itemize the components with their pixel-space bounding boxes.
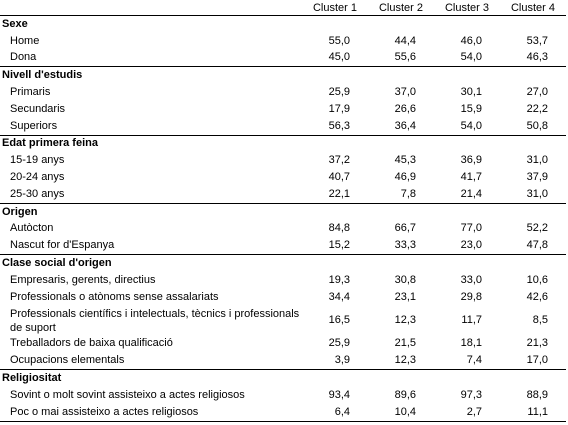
table-row	[0, 352, 566, 369]
cell-cluster-2: 12,3	[394, 314, 416, 327]
cell-cluster-2: 37,0	[394, 86, 416, 99]
cell-cluster-1: 3,9	[334, 354, 350, 367]
cell-cluster-4: 47,8	[526, 239, 548, 252]
row-label: Dona	[10, 51, 37, 64]
cell-cluster-4: 52,2	[526, 222, 548, 235]
section-title: Sexe	[2, 17, 28, 30]
table-row	[0, 336, 566, 353]
table-row	[0, 404, 566, 421]
cell-cluster-2: 10,4	[368, 404, 434, 421]
cell-cluster-3: 54,0	[460, 51, 482, 64]
cell-cluster-4: 53,7	[526, 34, 548, 47]
cell-cluster-3: 41,7	[460, 171, 482, 184]
table-row	[0, 84, 566, 101]
cell-cluster-1: 25,9	[328, 86, 350, 99]
cell-cluster-3: 54,0	[460, 119, 482, 132]
row-label: Professionals científics i intelectuals, tècnics i professionals de suport	[10, 307, 300, 334]
cell-cluster-4: 8,5	[532, 314, 548, 327]
cell-cluster-2: 7,8	[400, 187, 416, 200]
row-label: Sovint o molt sovint assisteixo a actes religiosos	[10, 388, 245, 401]
section-row	[0, 16, 566, 33]
cell-cluster-3: 7,4	[466, 354, 482, 367]
cell-cluster-4: 21,3	[526, 337, 548, 350]
cell-cluster-2: 66,7	[394, 222, 416, 235]
cell-cluster-1: 55,0	[328, 34, 350, 47]
cell-cluster-2: 30,8	[394, 273, 416, 286]
cell-cluster-2: 45,3	[394, 154, 416, 167]
cell-cluster-3: 15,9	[460, 102, 482, 115]
section-row	[0, 135, 566, 152]
cell-cluster-2: 33,3	[394, 239, 416, 252]
cell-cluster-3: 36,9	[460, 154, 482, 167]
cell-cluster-1: 56,3	[328, 119, 350, 132]
table-row	[0, 33, 566, 50]
cell-cluster-1: 17,9	[328, 102, 350, 115]
section-title: Nivell d'estudis	[0, 67, 566, 84]
cell-cluster-1: 84,8	[328, 222, 350, 235]
header-cluster-3: Cluster 3	[444, 1, 490, 14]
header-row	[0, 0, 566, 16]
table-row	[0, 169, 566, 186]
section-title: Clase social d'origen	[0, 255, 566, 272]
row-label: 15-19 anys	[10, 154, 65, 167]
cell-cluster-2: 12,3	[394, 354, 416, 367]
cell-cluster-1: 45,0	[328, 51, 350, 64]
cell-cluster-1: 37,2	[328, 154, 350, 167]
cell-cluster-2: 36,4	[394, 119, 416, 132]
cell-cluster-2: 89,6	[394, 388, 416, 401]
cell-cluster-4: 11,1	[500, 404, 566, 421]
cell-cluster-4: 31,0	[526, 187, 548, 200]
row-label: Autòcton	[10, 222, 54, 235]
cell-cluster-1: 16,5	[328, 314, 350, 327]
table-row	[0, 237, 566, 254]
cell-cluster-2: 21,5	[394, 337, 416, 350]
row-label: Secundaris	[10, 102, 66, 115]
table-row	[0, 289, 566, 306]
cell-cluster-1: 34,4	[328, 290, 350, 303]
section-row	[0, 255, 566, 272]
cell-cluster-3: 33,0	[460, 273, 482, 286]
row-label: Nascut for d'Espanya	[10, 239, 115, 252]
table-row	[0, 306, 566, 336]
table-row	[0, 118, 566, 135]
row-label: Superiors	[10, 119, 58, 132]
cell-cluster-4: 37,9	[526, 171, 548, 184]
row-label: Empresaris, gerents, directius	[10, 273, 156, 286]
row-label: 25-30 anys	[10, 187, 65, 200]
cell-cluster-3: 77,0	[460, 222, 482, 235]
section-row	[0, 370, 566, 387]
table-row	[0, 387, 566, 404]
cell-cluster-2: 26,6	[394, 102, 416, 115]
row-label: Home	[10, 34, 40, 47]
cell-cluster-3: 2,7	[434, 404, 500, 421]
table-header	[0, 0, 566, 16]
cell-cluster-4: 17,0	[526, 354, 548, 367]
row-label: Primaris	[10, 86, 51, 99]
cell-cluster-1: 15,2	[328, 239, 350, 252]
section-title: Religiositat	[0, 370, 566, 387]
cell-cluster-4: 31,0	[526, 154, 548, 167]
section-row	[0, 67, 566, 84]
row-label: Professionals o atònoms sense assalariats	[10, 290, 219, 303]
header-cluster-4: Cluster 4	[510, 1, 556, 14]
header-cluster-1: Cluster 1	[312, 1, 358, 14]
table-row	[0, 186, 566, 203]
cell-cluster-4: 10,6	[526, 273, 548, 286]
cell-cluster-1: 22,1	[328, 187, 350, 200]
section-title: Origen	[0, 203, 566, 220]
cell-cluster-3: 18,1	[460, 337, 482, 350]
cell-cluster-4: 88,9	[526, 388, 548, 401]
row-label: Ocupacions elementals	[10, 354, 125, 367]
cell-cluster-3: 29,8	[460, 290, 482, 303]
cell-cluster-4: 42,6	[526, 290, 548, 303]
cell-cluster-1: 25,9	[328, 337, 350, 350]
table-row	[0, 272, 566, 289]
cell-cluster-1: 40,7	[328, 171, 350, 184]
cell-cluster-4: 27,0	[526, 86, 548, 99]
table-row	[0, 221, 566, 238]
table-body	[0, 16, 566, 422]
row-label: Treballadors de baixa qualificació	[10, 337, 173, 350]
row-label: 20-24 anys	[10, 171, 65, 184]
cell-cluster-2: 44,4	[394, 34, 416, 47]
cell-cluster-4: 46,3	[526, 51, 548, 64]
table-row	[0, 152, 566, 169]
table-row	[0, 50, 566, 67]
cell-cluster-2: 23,1	[394, 290, 416, 303]
cell-cluster-3: 21,4	[460, 187, 482, 200]
cell-cluster-1: 6,4	[302, 404, 368, 421]
header-cluster-2: Cluster 2	[378, 1, 424, 14]
cell-cluster-3: 11,7	[461, 314, 482, 327]
cell-cluster-3: 30,1	[460, 86, 482, 99]
cell-cluster-4: 50,8	[526, 119, 548, 132]
cell-cluster-1: 93,4	[328, 388, 350, 401]
cell-cluster-3: 46,0	[460, 34, 482, 47]
cell-cluster-3: 97,3	[460, 388, 482, 401]
cell-cluster-3: 23,0	[460, 239, 482, 252]
section-title: Edat primera feina	[0, 135, 566, 152]
header-blank	[0, 0, 302, 16]
row-label: Poc o mai assisteixo a actes religiosos	[0, 404, 302, 421]
table-row	[0, 101, 566, 118]
cell-cluster-4: 22,2	[526, 102, 548, 115]
section-row	[0, 203, 566, 220]
cell-cluster-2: 55,6	[394, 51, 416, 64]
cell-cluster-2: 46,9	[394, 171, 416, 184]
cell-cluster-1: 19,3	[328, 273, 350, 286]
